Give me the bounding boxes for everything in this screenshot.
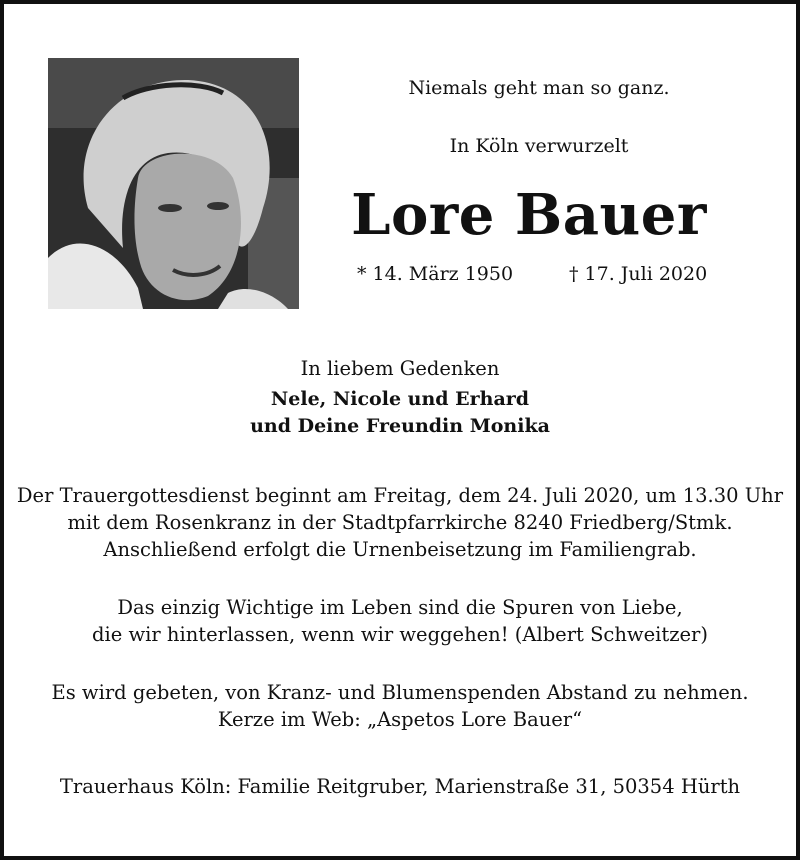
subtitle: In Köln verwurzelt bbox=[449, 135, 629, 157]
request-line: Es wird gebeten, von Kranz- und Blumenspenden Abstand zu nehmen. bbox=[51, 681, 749, 704]
quote-line: die wir hinterlassen, wenn wir weggehen! (Albert Schweitzer) bbox=[92, 623, 708, 646]
service-line: Der Trauergottesdienst beginnt am Freitag, dem 24. Juli 2020, um 13.30 Uhr bbox=[16, 484, 784, 507]
service-line: mit dem Rosenkranz in der Stadtpfarrkirche 8240 Friedberg/Stmk. bbox=[67, 511, 733, 534]
mourner-line: und Deine Freundin Monika bbox=[250, 415, 550, 437]
death-date: † 17. Juli 2020 bbox=[569, 263, 708, 285]
portrait-photo bbox=[48, 58, 299, 309]
request-line: Kerze im Web: „Aspetos Lore Bauer“ bbox=[217, 708, 583, 731]
footer-address: Trauerhaus Köln: Familie Reitgruber, Marienstraße 31, 50354 Hürth bbox=[59, 775, 741, 798]
motto: Niemals geht man so ganz. bbox=[408, 77, 670, 99]
quote-line: Das einzig Wichtige im Leben sind die Spuren von Liebe, bbox=[117, 596, 683, 619]
service-line: Anschließend erfolgt die Urnenbeisetzung im Familiengrab. bbox=[103, 538, 697, 561]
birth-date: * 14. März 1950 bbox=[357, 263, 514, 285]
mourner-line: Nele, Nicole und Erhard bbox=[270, 388, 530, 410]
memorial-intro: In liebem Gedenken bbox=[300, 357, 500, 380]
deceased-name: Lore Bauer bbox=[351, 182, 707, 248]
portrait-image bbox=[48, 58, 299, 309]
